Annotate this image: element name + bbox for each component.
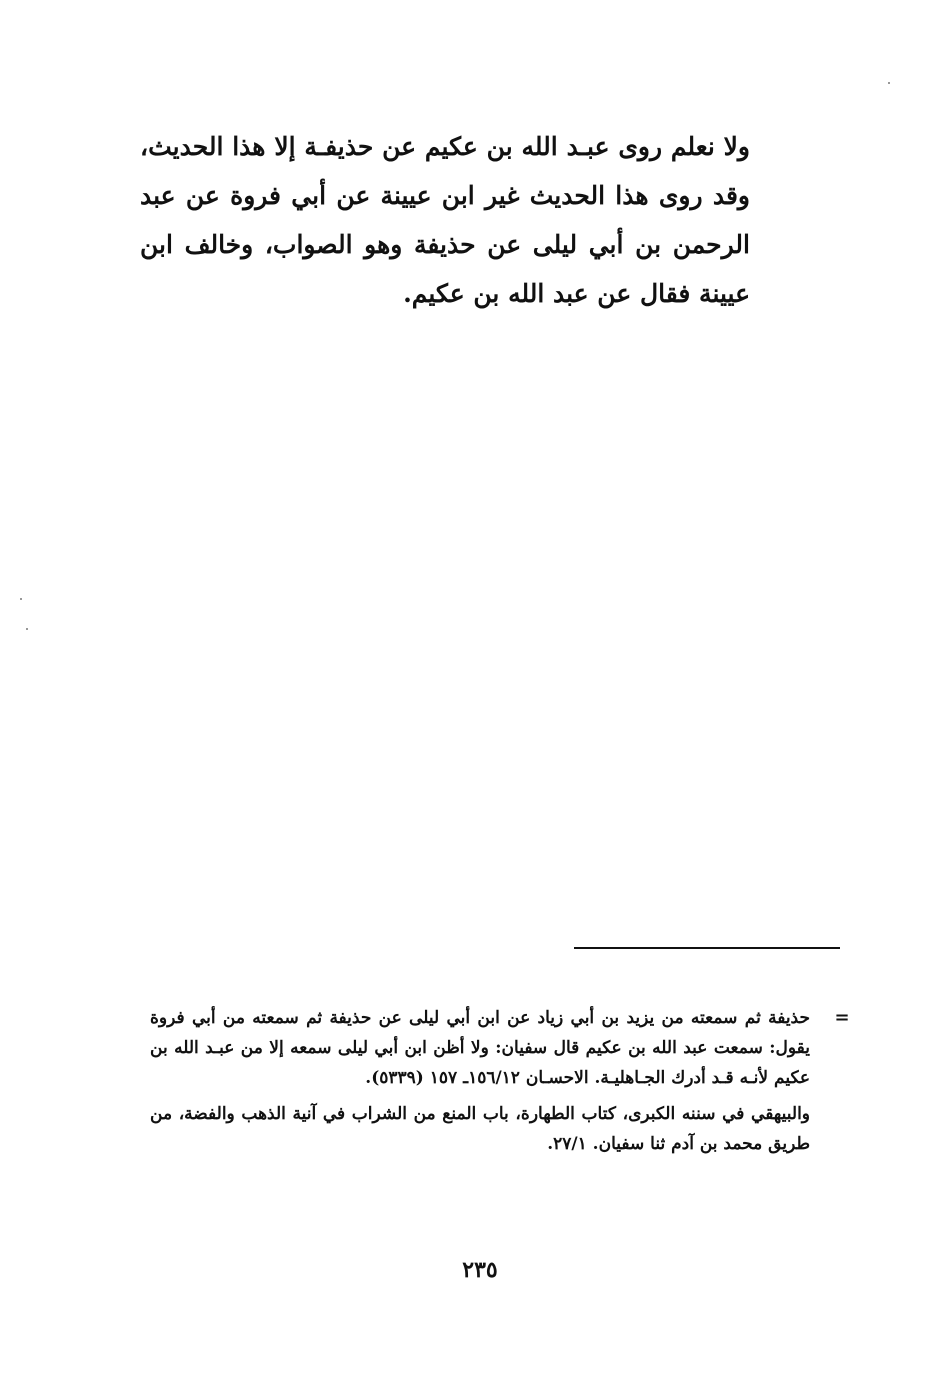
scan-speck (26, 628, 28, 630)
main-text-block (140, 122, 750, 318)
scan-speck (888, 82, 890, 84)
footnote-continuation-marker: = (834, 1007, 850, 1028)
scan-speck (20, 598, 22, 600)
footnotes-block (150, 1003, 810, 1165)
footnote-paragraph: والبيهقي في سننه الكبرى، كتاب الطهارة، باب المنع من الشراب في آنية الذهب والفضة، من طريق محمد بن آدم ثنا سفيان. ٢٧/١. (150, 1104, 810, 1154)
footnote-paragraph: حذيفة ثم سمعته من يزيد بن أبي زياد عن ابن أبي ليلى عن حذيفة ثم سمعته من أبي فروة يقول: سمعت عبد الله بن عكيم قال سفيان: ولا أظن ابن أبي ليلى سمعه إلا من عبـد الله بن عكيم لأنـه قـد أدرك الجـاهليـة. الاحسـان ١٥٦/١٢ـ ١٥٧ (٥٣٣٩). (150, 1008, 810, 1088)
page-number: ٢٣٥ (462, 1257, 498, 1283)
footnote-separator-rule (574, 947, 840, 949)
main-paragraph: ولا نعلم روى عبـد الله بن عكيم عن حذيفـة إلا هذا الحديث، وقد روى هذا الحديث غير ابن عيينة عن أبي فروة عن عبد الرحمن بن أبي ليلى عن حذيفة وهو الصواب، وخالف ابن عيينة فقال عن عبد الله بن عكيم. (140, 132, 750, 308)
